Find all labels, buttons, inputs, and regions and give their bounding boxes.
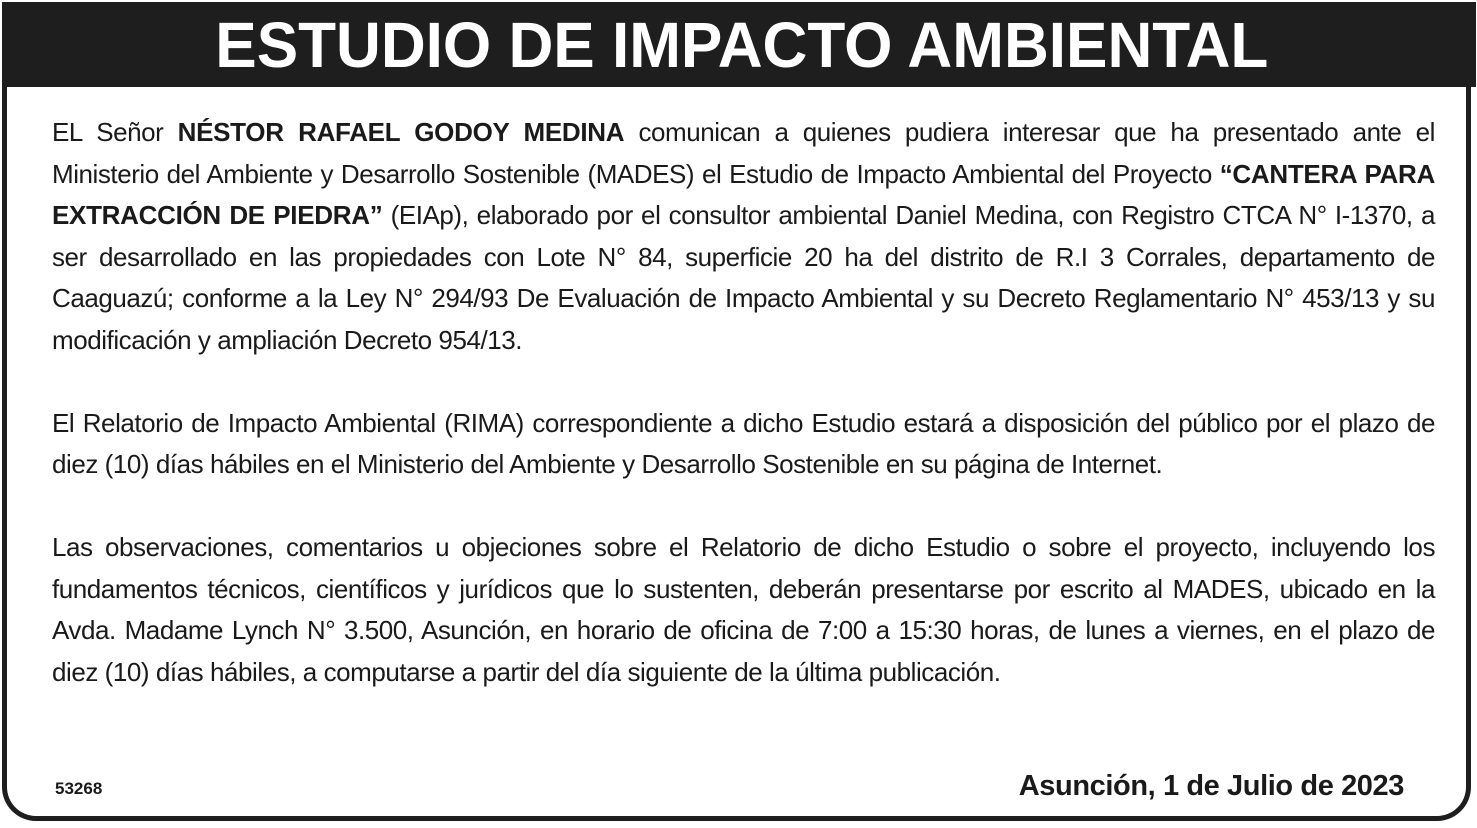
paragraph-presentation [52,112,1435,361]
publication-date: Asunción, 1 de Julio de 2023 [1018,770,1404,802]
notice-body [52,112,1435,693]
paragraph-1-intro: EL Señor [52,117,178,147]
paragraph-1-middle: comunican a quienes pudiera interesar que ha presentado ante el Ministerio del Ambiente y Desarrollo Sostenible (MADES) el Estudio de Impacto Ambiental del Proyecto [52,117,1435,189]
header-bar [7,2,1476,87]
paragraph-rima-availability: El Relatorio de Impacto Ambiental (RIMA) correspondiente a dicho Estudio estará a disposición del público por el plazo de diez (10) días hábiles en el Ministerio del Ambiente y Desarrollo Sostenible en su página de Internet. [52,407,1435,479]
paragraph-observations: Las observaciones, comentarios u objeciones sobre el Relatorio de dicho Estudio o sobre el proyecto, incluyendo los fundamentos técnicos, científicos y jurídicos que lo sustenten, deberán presentarse por escrito al MADES, ubicado en la Avda. Madame Lynch N° 3.500, Asunción, en horario de oficina de 7:00 a 15:30 horas, de lunes a viernes, en el plazo de diez (10) días hábiles, a computarse a partir del día siguiente de la última publicación. [52,532,1435,687]
applicant-name: NÉSTOR RAFAEL GODOY MEDINA [177,117,625,147]
notice-frame [2,2,1471,821]
project-name: “CANTERA PARA EXTRACCIÓN DE PIEDRA” [52,158,1435,230]
reference-code: 53268 [55,779,103,798]
paragraph-1-details: (EIAp), elaborado por el consultor ambiental Daniel Medina, con Registro CTCA N° I-1370, a ser desarrollado en las propiedades con Lote N° 84, superficie 20 ha del distrito de R.I 3 Corrales, departamento de Caaguazú; conforme a la Ley N° 294/93 De Evaluación de Impacto Ambiental y su Decreto Reglamentario N° 453/13 y su modificación y ampliación Decreto 954/13. [52,200,1435,355]
notice-title: ESTUDIO DE IMPACTO AMBIENTAL [214,8,1269,81]
